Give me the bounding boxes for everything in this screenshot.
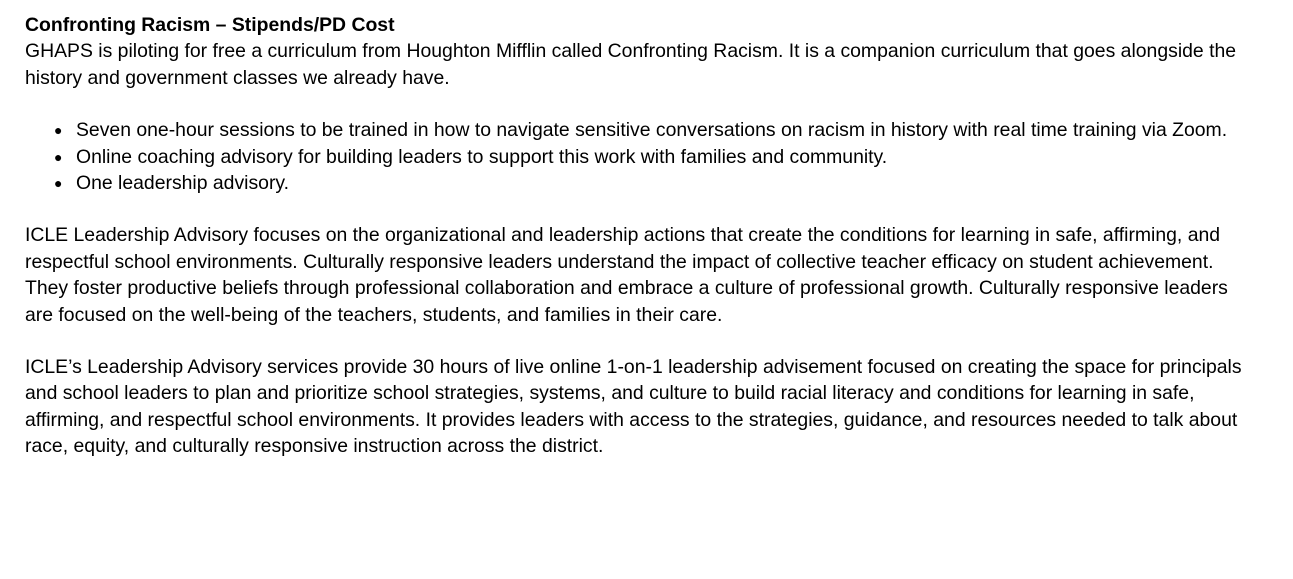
section-heading: Confronting Racism – Stipends/PD Cost	[25, 14, 395, 36]
list-item-text: One leadership advisory.	[76, 172, 290, 195]
bullet-list	[25, 117, 1275, 196]
list-item	[25, 144, 1256, 170]
list-item-text: Seven one-hour sessions to be trained in how to navigate sensitive conversations on racism in history with real time training via Zoom.	[76, 119, 1228, 142]
intro-paragraph: GHAPS is piloting for free a curriculum from Houghton Mifflin called Confronting Racism. It is a companion curriculum that goes alongside the history and government classes we already have.	[25, 40, 1237, 89]
list-item	[25, 170, 1256, 196]
bullet-icon: ●	[54, 148, 63, 165]
advisory-services-paragraph: ICLE’s Leadership Advisory services provide 30 hours of live online 1-on-1 leadership advisement focused on creating the space for principals and school leaders to plan and prioritize school strategies, systems, and culture to build racial literacy and conditions for learning in safe, affirming, and respectful school environments. It provides leaders with access to the strategies, guidance, and resources needed to talk about race, equity, and culturally responsive instruction across the district.	[25, 356, 1242, 458]
bullet-icon: ●	[54, 175, 63, 192]
leadership-advisory-paragraph: ICLE Leadership Advisory focuses on the organizational and leadership actions that create the conditions for learning in safe, affirming, and respectful school environments. Culturally responsive leaders understand the impact of collective teacher efficacy on student achievement. They foster productive beliefs through professional collaboration and embrace a culture of professional growth. Culturally responsive leaders are focused on the well-being of the teachers, students, and families in their care.	[25, 224, 1228, 326]
document-body	[25, 12, 1275, 460]
list-item-text: Online coaching advisory for building leaders to support this work with families and community.	[76, 145, 888, 168]
bullet-icon: ●	[54, 122, 63, 139]
list-item	[25, 117, 1256, 143]
